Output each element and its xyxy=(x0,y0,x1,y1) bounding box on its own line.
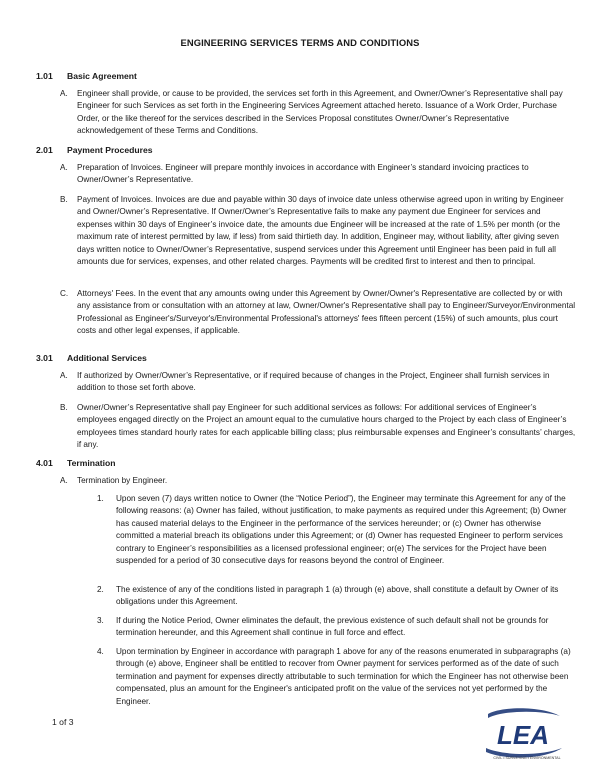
paragraph-2-c xyxy=(60,288,577,338)
section-heading-payment-procedures xyxy=(36,145,153,155)
subparagraph-text: Upon termination by Engineer in accordance with paragraph 1 above for any of the reasons enumerated in subparagraphs (a) through (e) above, Engineer shall be entitled to recover from Owner payment for services performed as of the date of such termination and payment for expenses directly attributable to such termination for which the Engineer has not otherwise been compensated, plus an amount for the Engineer's anticipated profit on the value of the services not yet performed by the Engineer. xyxy=(116,647,571,706)
section-number: 2.01 xyxy=(36,145,53,155)
paragraph-1-a xyxy=(60,88,577,138)
subparagraph-label: 3. xyxy=(97,616,104,625)
paragraph-label: A. xyxy=(60,371,68,380)
paragraph-3-a xyxy=(60,370,577,395)
section-heading-additional-services xyxy=(36,353,147,363)
paragraph-text: Engineer shall provide, or cause to be provided, the services set forth in this Agreement, and Owner/Owner’s Representative shall pay Engineer for such Services as set forth in the Engineering Services Agreement attached hereto. Issuance of a Work Order, Purchase Order, or the like thereof for the services described in the Services Proposal constitutes Owner/Owner’s Representative acknowledgement of these Terms and Conditions. xyxy=(77,89,563,136)
subparagraph-label: 1. xyxy=(97,494,104,503)
subparagraph-label: 2. xyxy=(97,585,104,594)
subparagraph-label: 4. xyxy=(97,647,104,656)
subparagraph-text: If during the Notice Period, Owner eliminates the default, the previous existence of such default shall not be grounds for termination hereunder, and this Agreement shall continue in full force and effect. xyxy=(116,616,549,638)
paragraph-label: C. xyxy=(60,289,69,298)
section-title: Basic Agreement xyxy=(67,71,137,81)
paragraph-2-a xyxy=(60,162,577,187)
subparagraph-text: The existence of any of the conditions listed in paragraph 1 (a) through (e) above, shall constitute a default by Owner of its obligations under this Agreement. xyxy=(116,585,559,607)
section-title: Additional Services xyxy=(67,353,147,363)
paragraph-label: A. xyxy=(60,89,68,98)
subparagraph-4-a-3 xyxy=(97,615,578,640)
paragraph-4-a xyxy=(60,475,577,487)
subparagraph-text: Upon seven (7) days written notice to Owner (the “Notice Period”), the Engineer may terminate this Agreement for any of the following reasons: (a) Owner has failed, without justification, to make payments as required under this Agreement; (b) Owner has caused material delays to the Engineer in the performance of the services hereunder; or (c) Owner has otherwise committed a material breach its obligations under this Agreement; or (d) Owner has requested Engineer to perform services contrary to Engineer’s responsibilities as a licensed professional engineer; or(e) The services for the Project have been suspended for a period of 30 consecutive days for reasons beyond the control of Engineer. xyxy=(116,494,567,566)
subparagraph-4-a-2 xyxy=(97,584,578,609)
subparagraph-4-a-4 xyxy=(97,646,578,708)
section-heading-basic-agreement xyxy=(36,71,137,81)
paragraph-text: If authorized by Owner/Owner’s Representative, or if required because of changes in the Project, Engineer shall furnish services in addition to those set forth above. xyxy=(77,371,550,393)
section-heading-termination xyxy=(36,458,116,468)
paragraph-text: Payment of Invoices. Invoices are due and payable within 30 days of invoice date unless otherwise agreed upon in writing by Engineer and Owner/Owner’s Representative. If Owner/Owner’s Representative fails to make any payment due Engineer for services and expenses within 30 days of Engineer’s invoice date, the amounts due Engineer will be increased at the rate of 1.5% per month (or the maximum rate of interest permitted by law, if less) from said thirtieth day. In addition, Engineer may, without liability, after giving seven days written notice to Owner/Owner’s Representative, suspend services under this Agreement until Engineer has been paid in full all amounts due for services, expenses, and other related charges. Payments will be credited first to interest and then to principal. xyxy=(77,195,564,267)
paragraph-label: A. xyxy=(60,163,68,172)
paragraph-text: Preparation of Invoices. Engineer will prepare monthly invoices in accordance with Engineer’s standard invoicing practices to Owner/Owner’s Representative. xyxy=(77,163,529,185)
paragraph-text: Attorneys' Fees. In the event that any amounts owing under this Agreement by Owner/Owner's Representative are collected by or with any assistance from or consultation with an attorney at law, Owner/Owner's Representative shall pay to Engineer/Surveyor/Environmental Professional as Engineer's/Surveyor's/Environmental Professional's attorneys' fees fifteen percent (15%) of such amounts, plus court costs and other legal expenses, if applicable. xyxy=(77,289,576,336)
paragraph-label: A. xyxy=(60,476,68,485)
paragraph-text: Termination by Engineer. xyxy=(77,476,168,485)
section-title: Payment Procedures xyxy=(67,145,153,155)
paragraph-2-b xyxy=(60,194,577,268)
page-number: 1 of 3 xyxy=(52,717,74,727)
subparagraph-4-a-1 xyxy=(97,493,578,567)
section-number: 3.01 xyxy=(36,353,53,363)
paragraph-3-b xyxy=(60,402,577,452)
logo-text: LEA xyxy=(497,720,549,750)
section-number: 4.01 xyxy=(36,458,53,468)
section-title: Termination xyxy=(67,458,116,468)
section-number: 1.01 xyxy=(36,71,53,81)
logo-tagline: CIVIL • SURVEYING • ENVIRONMENTAL xyxy=(493,756,561,760)
paragraph-text: Owner/Owner’s Representative shall pay Engineer for such additional services as follows: For additional services of Engineer’s employees engaged directly on the Project an amount equal to the cumulative hours charged to the Project by each class of Engineer’s employees times standard hourly rates for each applicable billing class; plus reimbursable expenses and Engineer’s consultants’ charges, if any. xyxy=(77,403,576,450)
document-title: ENGINEERING SERVICES TERMS AND CONDITIONS xyxy=(180,37,420,48)
paragraph-label: B. xyxy=(60,403,68,412)
lea-logo-icon xyxy=(480,708,566,760)
paragraph-label: B. xyxy=(60,195,68,204)
